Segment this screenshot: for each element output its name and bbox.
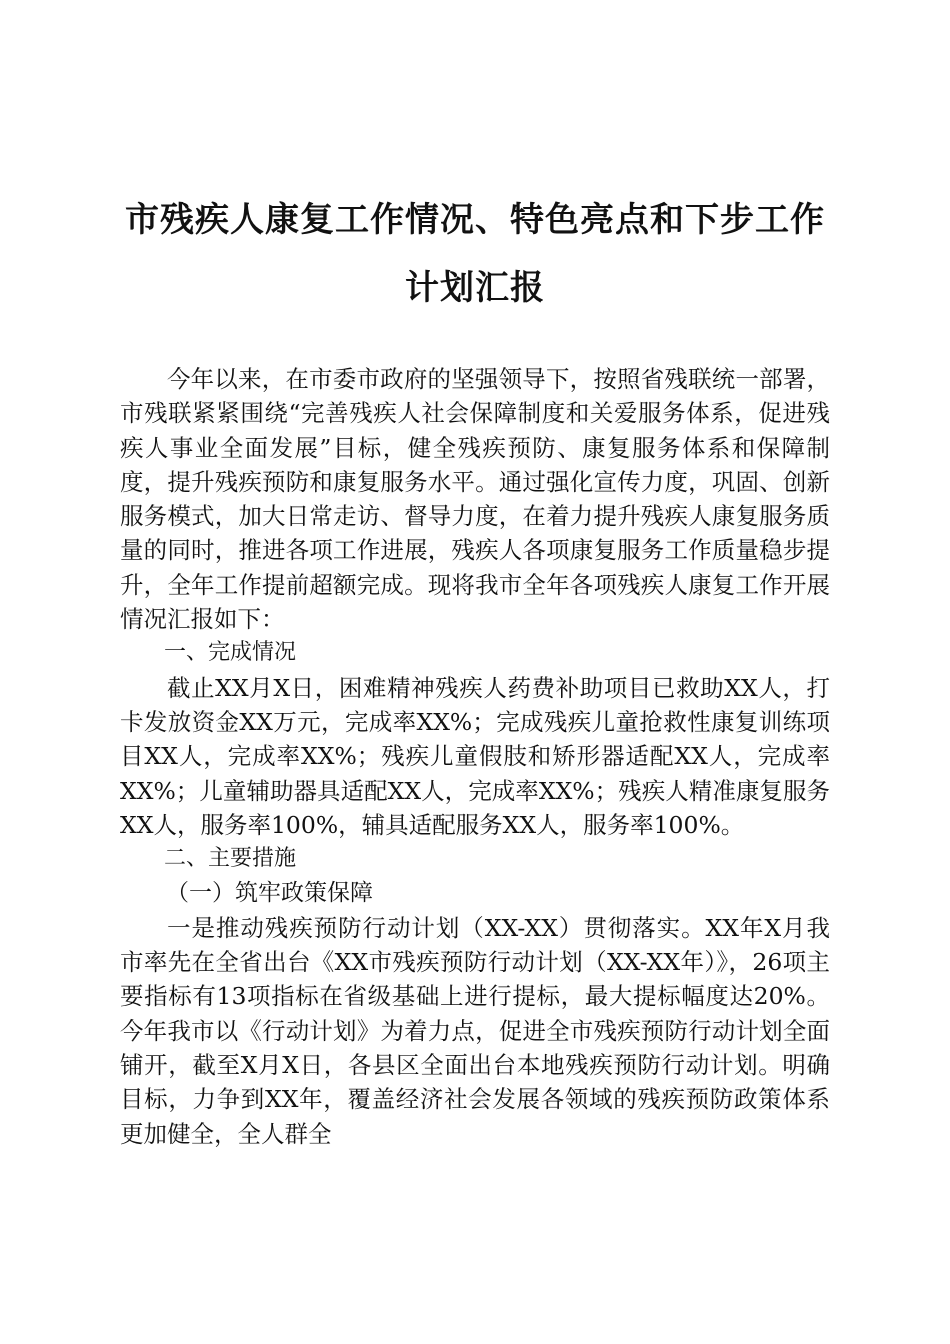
document-title-line-2: 计划汇报 <box>405 268 545 308</box>
section-heading-completion: 一、完成情况 <box>164 640 297 666</box>
intro-paragraph: 今年以来，在市委市政府的坚强领导下，按照省残联统一部署，市残联紧紧围绕“完善残疾人社会保障制度和关爱服务体系，促进残疾人事业全面发展”目标，健全残疾预防、康复服务体系和保障制度，提升残疾预防和康复服务水平。通过强化宣传力度，巩固、创新服务模式，加大日常走访、督导力度，在着力提升残疾人康复服务质量的同时，推进各项工作进展，残疾人各项康复服务工作质量稳步提升，全年工作提前超额完成。现将我市全年各项残疾人康复工作开展情况汇报如下： <box>120 365 830 634</box>
section-heading-measures: 二、主要措施 <box>164 846 297 872</box>
completion-paragraph: 截止XX月X日，困难精神残疾人药费补助项目已救助XX人，打卡发放资金XX万元，完成率XX%；完成残疾儿童抢救性康复训练项目XX人，完成率XX%；残疾儿童假肢和矫形器适配XX人，完成率XX%；儿童辅助器具适配XX人，完成率XX%；残疾人精准康复服务XX人，服务率100%，辅具适配服务XX人，服务率100%。 <box>120 673 830 839</box>
document-title-line-1: 市残疾人康复工作情况、特色亮点和下步工作 <box>125 200 825 240</box>
document-body <box>120 362 830 1151</box>
subsection-heading-policy: （一）筑牢政策保障 <box>166 880 373 907</box>
policy-paragraph: 一是推动残疾预防行动计划（XX-XX）贯彻落实。XX年X月我市率先在全省出台《XX市残疾预防行动计划（XX-XX年）》，26项主要指标有13项指标在省级基础上进行提标，最大提标幅度达20%。今年我市以《行动计划》为着力点，促进全市残疾预防行动计划全面铺开，截至X月X日，各县区全面出台本地残疾预防行动计划。明确目标，力争到XX年，覆盖经济社会发展各领域的残疾预防政策体系更加健全，全人群全 <box>120 913 830 1148</box>
